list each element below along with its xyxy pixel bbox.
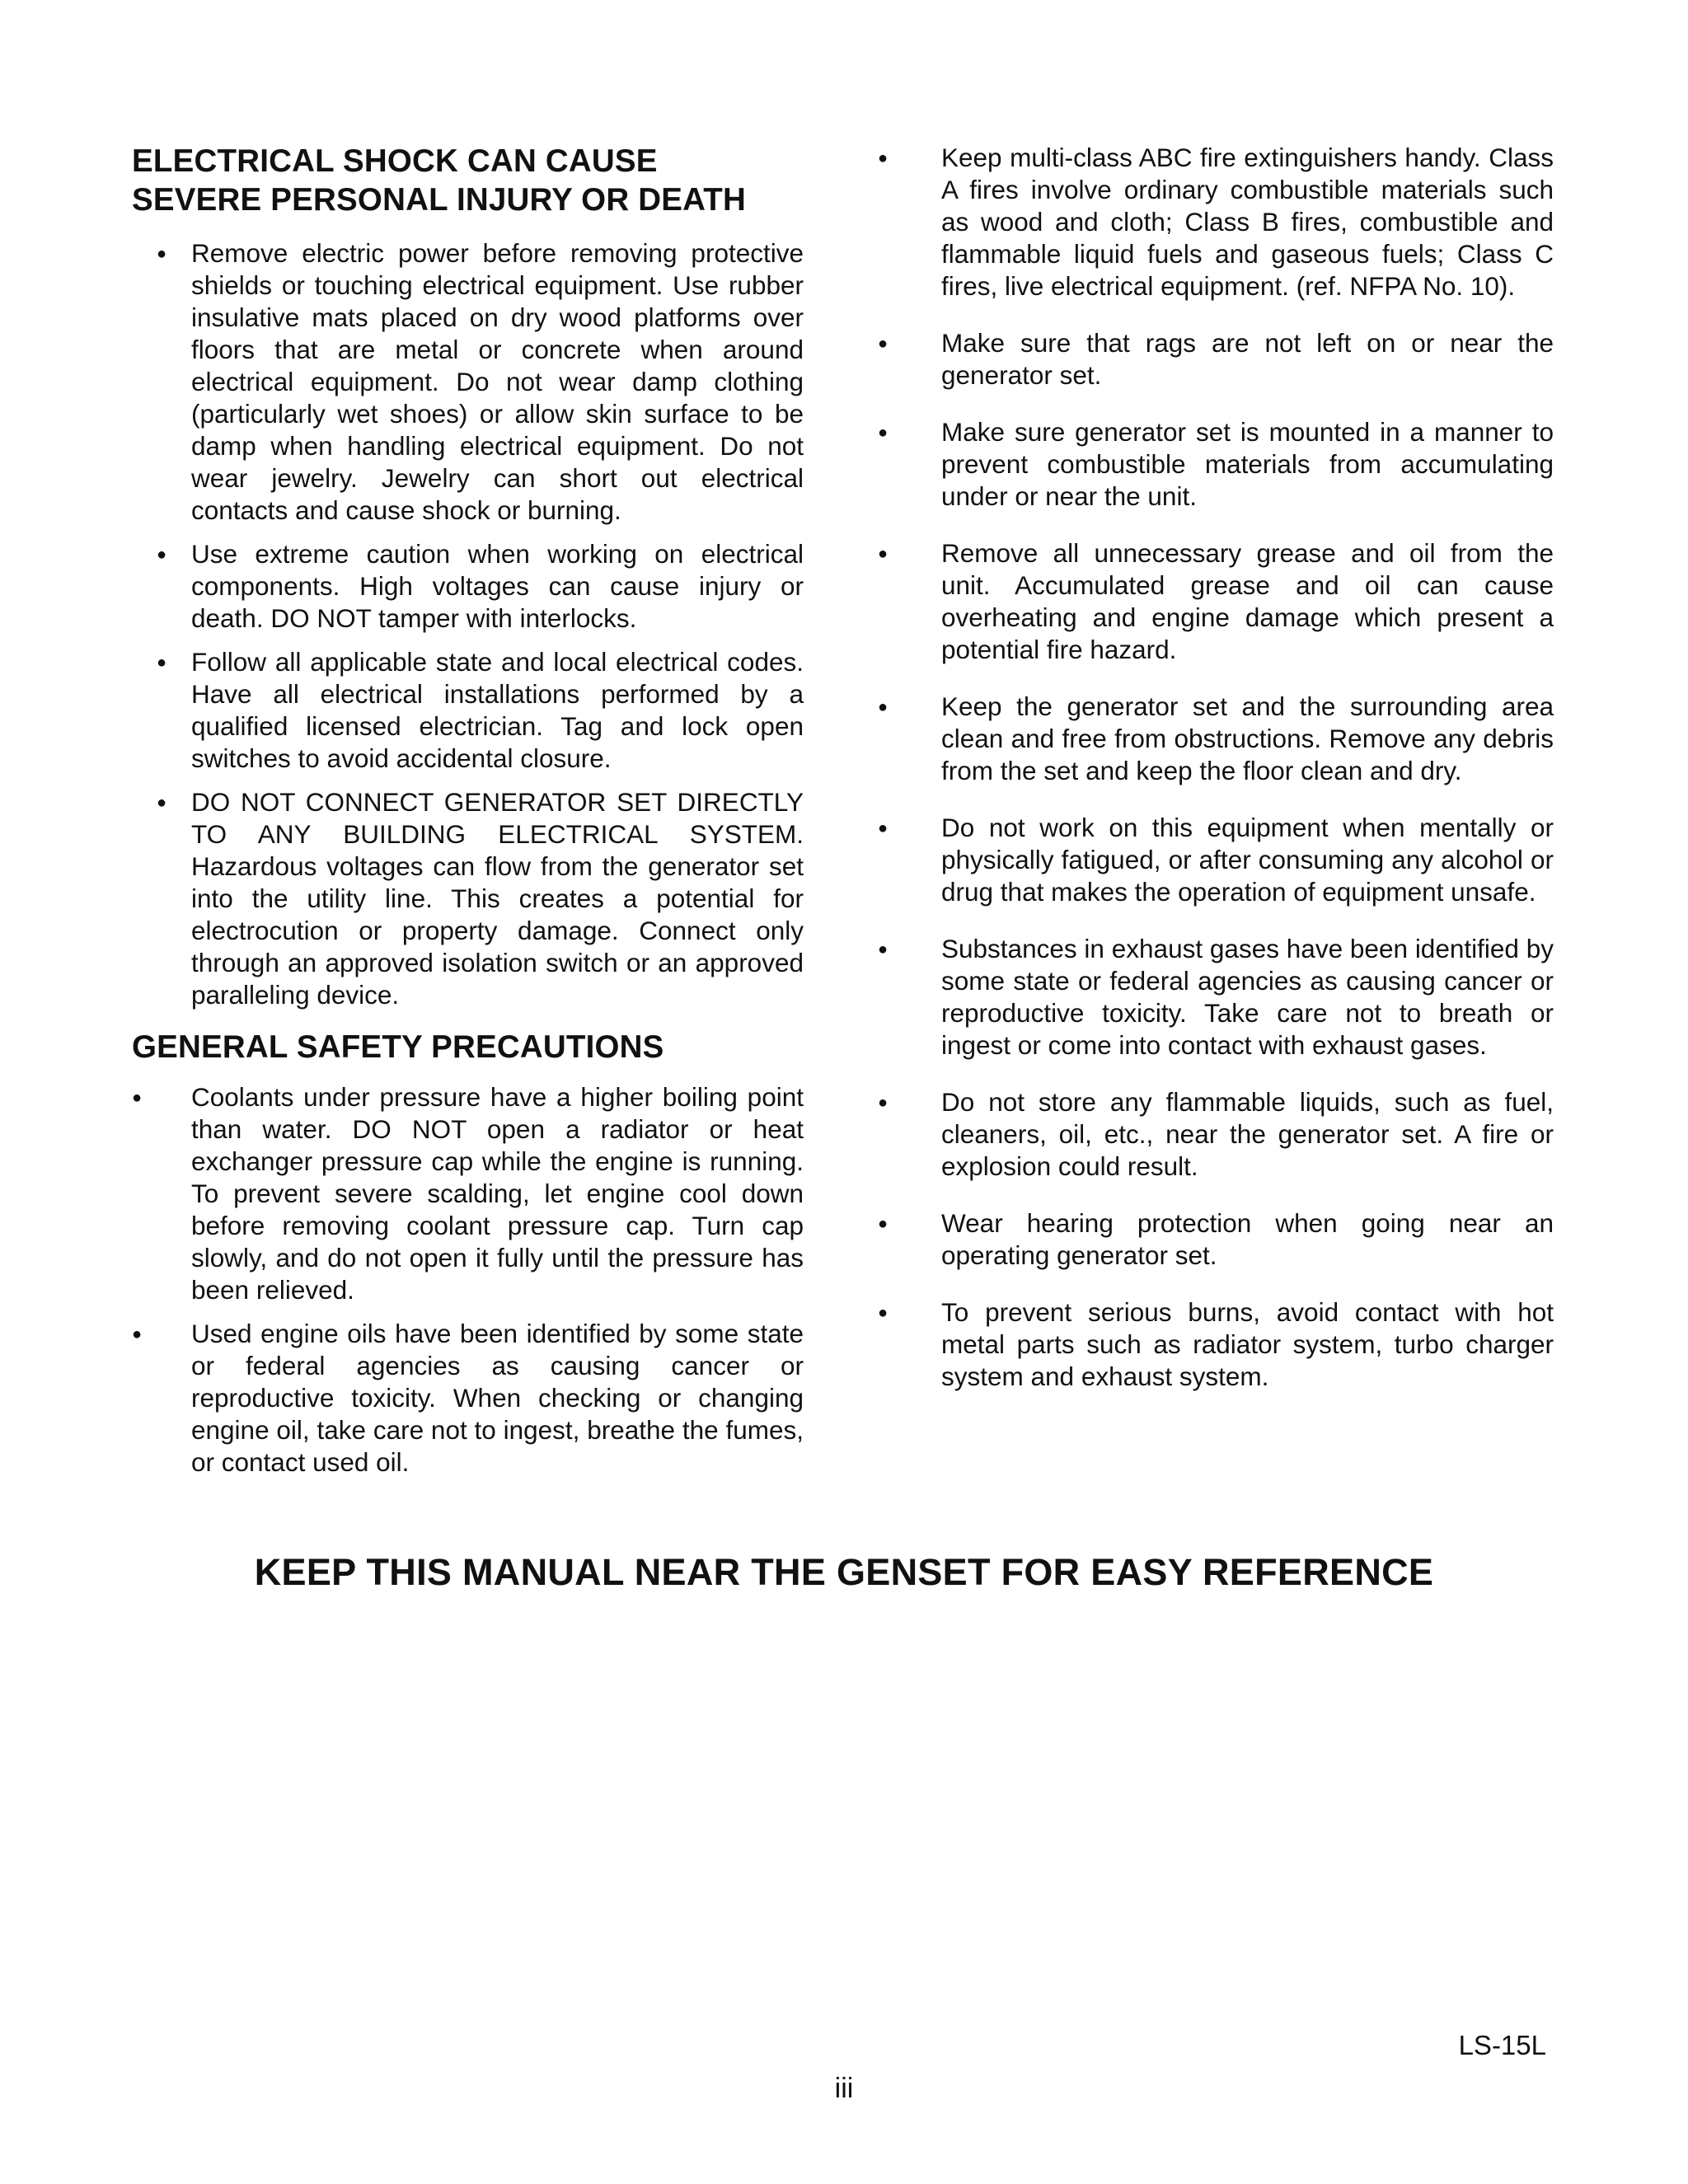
list-item [878,416,1554,513]
list-item [878,933,1554,1062]
list-item-text: Use extreme caution when working on electrical components. High voltages can cause injury or death. DO NOT tamper with interlocks. [191,539,804,633]
list-item [878,1207,1554,1272]
list-item [878,691,1554,787]
bullet-icon [157,538,166,571]
list-item [132,237,804,527]
list-item [878,537,1554,666]
list-item-text: Remove all unnecessary grease and oil from the unit. Accumulated grease and oil can cause overheating and engine damage which present a potential fire hazard. [941,538,1554,664]
bullet-icon [878,1207,888,1240]
electrical-bullet-list [132,237,804,1011]
list-item-text: Used engine oils have been identified by some state or federal agencies as causing cancer or reproductive toxicity. When checking or changing engine oil, take care not to ingest, breathe the fumes, or contact used oil. [191,1319,804,1477]
list-item [132,1081,804,1306]
bullet-icon [878,1296,888,1329]
list-item [878,812,1554,908]
bullet-icon [157,786,166,819]
list-item-text: Do not store any flammable liquids, such as fuel, cleaners, oil, etc., near the generator set. A fire or explosion could result. [941,1087,1554,1181]
left-column [132,142,804,1490]
list-item [878,1086,1554,1183]
keep-manual-banner: KEEP THIS MANUAL NEAR THE GENSET FOR EASY REFERENCE [254,1551,1434,1593]
list-item-text: Wear hearing protection when going near an operating generator set. [941,1208,1554,1270]
bullet-icon [132,1318,142,1351]
list-item-text: Coolants under pressure have a higher boiling point than water. DO NOT open a radiator or heat exchanger pressure cap while the engine is running. To prevent severe scalding, let engine cool down before removing coolant pressure cap. Turn cap slowly, and do not open it fully until the pressure has been relieved. [191,1082,804,1305]
list-item-text: Keep multi-class ABC fire extinguishers handy. Class A fires involve ordinary combustible materials such as wood and cloth; Class B fires, combustible and flammable liquid fuels and gaseous fuels; Class C fires, live electrical equipment. (ref. NFPA No. 10). [941,143,1554,301]
list-item-text: Follow all applicable state and local electrical codes. Have all electrical installations performed by a qualified licensed electrician. Tag and lock open switches to avoid accidental closure. [191,647,804,773]
electrical-shock-heading [132,142,804,219]
electrical-heading-line1: ELECTRICAL SHOCK CAN CAUSE [132,143,658,179]
list-item [132,1318,804,1479]
bullet-icon [878,327,888,360]
page-number: iii [834,2073,854,2104]
bullet-icon [157,646,166,679]
list-item-text: Substances in exhaust gases have been identified by some state or federal agencies as causing cancer or reproductive toxicity. Take care not to breath or ingest or come into contact with exhaust gases. [941,934,1554,1060]
list-item [132,538,804,635]
bullet-icon [157,237,166,270]
list-item-text: Remove electric power before removing protective shields or touching electrical equipment. Use rubber insulative mats placed on dry wood platforms over floors that are metal or concrete when around electrical equipment. Do not wear damp clothing (particularly wet shoes) or allow skin surface to be damp when handling electrical equipment. Do not wear jewelry. Jewelry can short out electrical contacts and cause shock or burning. [191,238,804,525]
bullet-icon [878,1086,888,1119]
general-safety-heading: GENERAL SAFETY PRECAUTIONS [132,1029,664,1065]
bullet-icon [878,812,888,845]
list-item [878,142,1554,302]
bullet-icon [878,691,888,724]
list-item-text: To prevent serious burns, avoid contact with hot metal parts such as radiator system, turbo charger system and exhaust system. [941,1297,1554,1391]
list-item-text: Keep the generator set and the surrounding area clean and free from obstructions. Remove any debris from the set and keep the floor clean and dry. [941,691,1554,785]
fire-safety-bullet-list [878,142,1554,1393]
list-item [878,1296,1554,1393]
list-item [878,327,1554,391]
bullet-icon [878,933,888,966]
bullet-icon [878,537,888,570]
list-item-text: DO NOT CONNECT GENERATOR SET DIRECTLY TO ANY BUILDING ELECTRICAL SYSTEM. Hazardous voltages can flow from the generator set into the utility line. This creates a potential for electrocution or property damage. Connect only through an approved isolation switch or an approved paralleling device. [191,787,804,1010]
electrical-heading-line2: SEVERE PERSONAL INJURY OR DEATH [132,182,746,218]
document-id: LS-15L [1458,2030,1546,2060]
bullet-icon [878,142,888,175]
general-bullet-list [132,1081,804,1479]
list-item [132,646,804,775]
list-item-text: Make sure that rags are not left on or near the generator set. [941,328,1554,390]
right-column [878,142,1554,1418]
list-item [132,786,804,1011]
bullet-icon [878,416,888,449]
list-item-text: Make sure generator set is mounted in a manner to prevent combustible materials from accumulating under or near the unit. [941,417,1554,511]
bullet-icon [132,1081,142,1114]
list-item-text: Do not work on this equipment when mentally or physically fatigued, or after consuming any alcohol or drug that makes the operation of equipment unsafe. [941,813,1554,907]
